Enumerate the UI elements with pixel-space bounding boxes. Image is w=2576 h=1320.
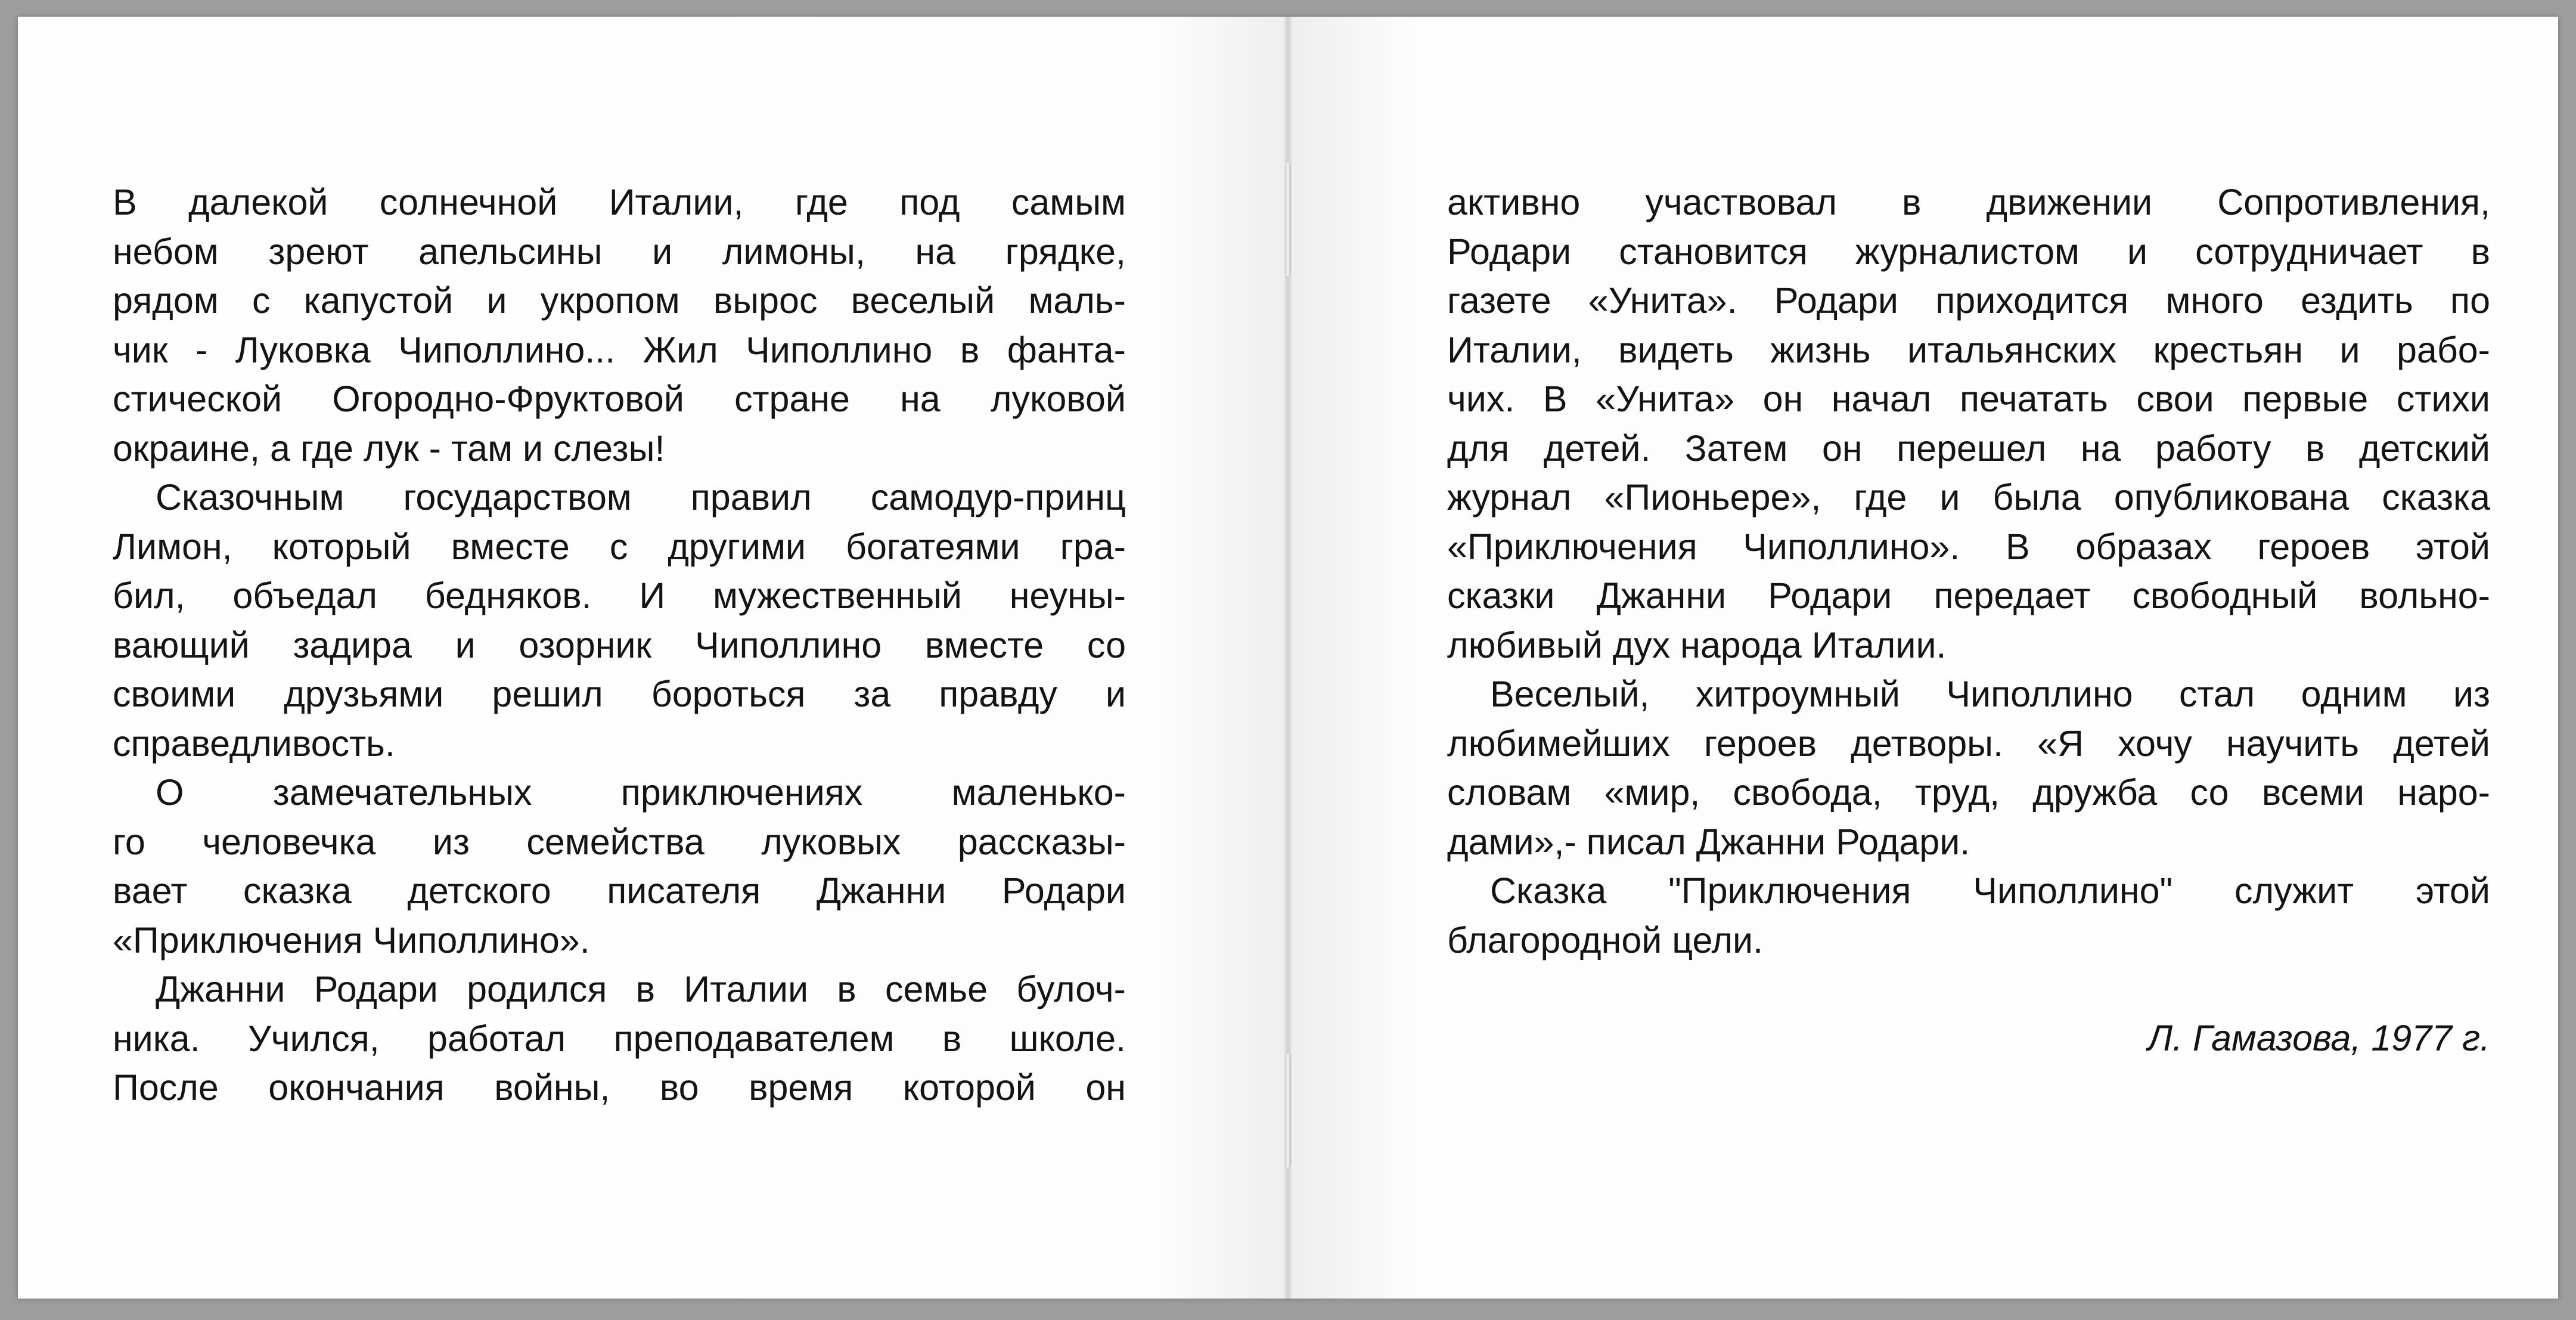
- author-signature: Л. Гамазова, 1977 г.: [2147, 1018, 2490, 1058]
- text-line: справедливость.: [113, 723, 395, 764]
- text-line: В далекой солнечной Италии, где под самым: [113, 182, 1126, 222]
- text-line: ника. Учился, работал преподавателем в школе.: [113, 1018, 1126, 1059]
- text-line: После окончания войны, во время которой он: [113, 1067, 1126, 1108]
- text-line: своими друзьями решил бороться за правду и: [113, 674, 1126, 714]
- text-line: любимейших героев детворы. «Я хочу научить детей: [1447, 723, 2490, 764]
- text-line: вающий задира и озорник Чиполлино вместе со: [113, 624, 1126, 665]
- paragraph-2: [113, 473, 1126, 768]
- paragraph-3: [113, 768, 1126, 965]
- text-line: чик - Луковка Чиполлино... Жил Чиполлино в фанта-: [113, 329, 1126, 370]
- text-line: О замечательных приключениях маленько-: [156, 772, 1126, 813]
- text-line: Лимон, который вместе с другими богатеями гра-: [113, 526, 1126, 567]
- text-line: вает сказка детского писателя Джанни Родари: [113, 870, 1126, 911]
- staple-top: [1285, 163, 1291, 276]
- paragraph-6: [1447, 670, 2490, 866]
- text-line: дами»,- писал Джанни Родари.: [1447, 821, 1970, 862]
- text-line: Веселый, хитроумный Чиполлино стал одним из: [1490, 674, 2490, 714]
- text-line: активно участвовал в движении Сопротивления,: [1447, 182, 2490, 222]
- text-line: журнал «Пионьере», где и была опубликована сказка: [1447, 477, 2490, 518]
- text-line: Италии, видеть жизнь итальянских крестьян и рабо-: [1447, 329, 2490, 370]
- text-line: окраине, а где лук - там и слезы!: [113, 427, 665, 469]
- left-text-column: [113, 178, 1126, 1113]
- text-line: Родари становится журналистом и сотрудничает в: [1447, 231, 2490, 272]
- text-line: го человечка из семейства луковых рассказы-: [113, 821, 1126, 862]
- paragraph-1: [113, 178, 1126, 473]
- text-line: Джанни Родари родился в Италии в семье булоч-: [156, 969, 1126, 1009]
- staple-bottom: [1285, 1054, 1291, 1167]
- text-line: Сказка "Приключения Чиполлино" служит этой: [1490, 870, 2490, 911]
- paragraph-4: [113, 965, 1126, 1113]
- right-text-column: [1447, 178, 2490, 965]
- text-line: для детей. Затем он перешел на работу в детский: [1447, 427, 2490, 469]
- text-line: чих. В «Унита» он начал печатать свои первые стихи: [1447, 379, 2490, 419]
- text-line: любивый дух народа Италии.: [1447, 624, 1947, 665]
- text-line: сказки Джанни Родари передает свободный вольно-: [1447, 575, 2490, 616]
- text-line: «Приключения Чиполлино». В образах героев этой: [1447, 526, 2490, 567]
- text-line: Сказочным государством правил самодур-принц: [156, 477, 1126, 518]
- text-line: небом зреют апельсины и лимоны, на грядке,: [113, 231, 1126, 272]
- text-line: «Приключения Чиполлино».: [113, 919, 590, 960]
- paragraph-7: [1447, 866, 2490, 965]
- paragraph-5: [1447, 178, 2490, 670]
- text-line: бил, объедал бедняков. И мужественный неуны-: [113, 575, 1126, 616]
- text-line: газете «Унита». Родари приходится много ездить по: [1447, 280, 2490, 321]
- text-line: словам «мир, свобода, труд, дружба со всеми наро-: [1447, 772, 2490, 813]
- text-line: рядом с капустой и укропом вырос веселый маль-: [113, 280, 1126, 321]
- text-line: благородной цели.: [1447, 919, 1764, 960]
- text-line: стической Огородно-Фруктовой стране на луковой: [113, 379, 1126, 419]
